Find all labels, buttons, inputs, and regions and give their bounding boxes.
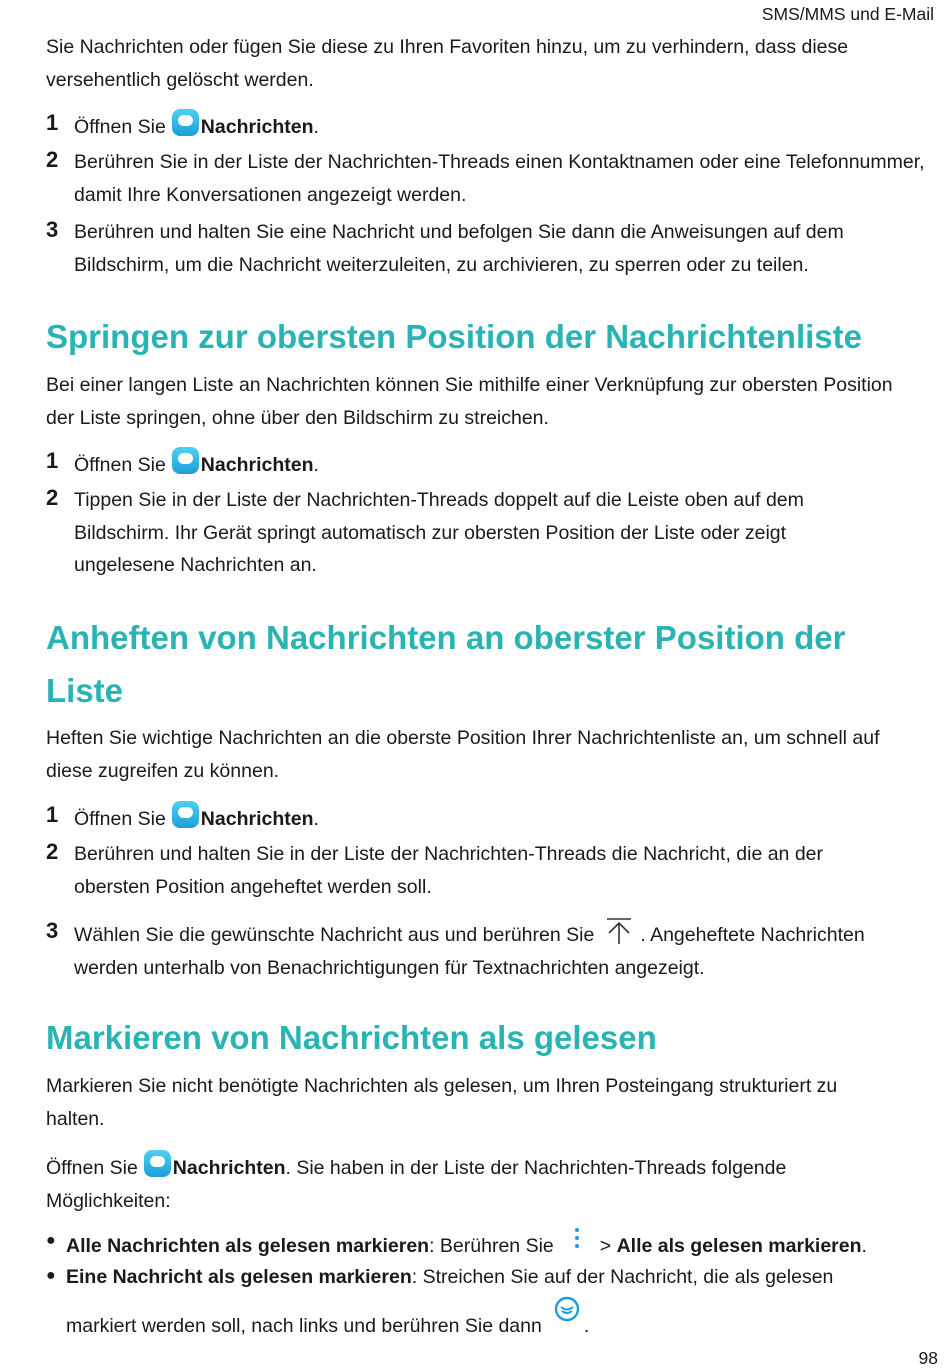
step-text-post: . [313,454,319,476]
step-text [74,917,929,984]
step-number: 2 [46,485,59,510]
step-number: 1 [46,802,59,827]
step-text [74,447,934,482]
messages-app-icon [172,447,199,474]
bullet-mid: : Berühren Sie [429,1235,554,1257]
step-number: 1 [46,110,59,135]
more-vertical-icon [572,1226,582,1250]
section-heading: Springen zur obersten Position der Nachrichtenliste [46,318,862,355]
page-number: 98 [918,1348,938,1368]
bullet-icon: ● [46,1232,56,1249]
step-number: 2 [46,839,59,864]
step-text-pre: Wählen Sie die gewünschte Nachricht aus und berühren Sie [74,924,595,946]
step-text-pre: Öffnen Sie [74,808,166,830]
app-name: Nachrichten [200,454,314,476]
step-text [74,801,934,836]
step-text-post: . [313,808,319,830]
bullet-line1: : Streichen Sie auf der Nachricht, die als gelesen [411,1266,834,1288]
mark-read-icon [554,1296,580,1322]
step-number: 3 [46,918,59,943]
step-text: Tippen Sie in der Liste der Nachrichten-Threads doppelt auf die Leiste oben auf dem Bildschirm. Ihr Gerät springt automatisch zur obersten Position der Liste oder zeigt ungelesene Nachrichten an. [74,489,804,576]
section-body: Markieren Sie nicht benötigte Nachrichten als gelesen, um Ihren Posteingang strukturiert zu halten. [46,1075,838,1130]
open-paragraph [46,1150,846,1217]
messages-app-icon [172,109,199,136]
step-number: 2 [46,147,59,172]
step-text [74,109,934,144]
bullet-bold: Alle Nachrichten als gelesen markieren [66,1235,430,1257]
step-text: Berühren und halten Sie eine Nachricht und befolgen Sie dann die Anweisungen auf dem Bildschirm, um die Nachricht weiterzuleiten, zu archivieren, zu sperren oder zu teilen. [74,221,844,276]
intro-paragraph: Sie Nachrichten oder fügen Sie diese zu Ihren Favoriten hinzu, um zu verhindern, dass diese versehentlich gelöscht werden. [46,36,849,91]
app-name: Nachrichten [200,808,314,830]
bullet-item [66,1226,867,1262]
bullet-end: . [583,1315,590,1337]
bullet-item [66,1261,833,1293]
bullet-line2: markiert werden soll, nach links und berühren Sie dann [66,1315,542,1337]
running-header: SMS/MMS und E-Mail [761,4,934,24]
open-pre: Öffnen Sie [46,1157,138,1179]
messages-app-icon [144,1150,171,1177]
bullet-bold: Eine Nachricht als gelesen markieren [66,1266,412,1288]
section-heading: Markieren von Nachrichten als gelesen [46,1019,657,1056]
app-name: Nachrichten [200,116,314,138]
step-text-pre: Öffnen Sie [74,454,166,476]
open-post: . Sie haben in der Liste der Nachrichten-Threads folgende Möglichkeiten: [46,1157,787,1212]
step-text-post: . Angeheftete Nachrichten werden unterhalb von Benachrichtigungen für Textnachrichten angezeigt. [74,924,865,979]
section-body: Heften Sie wichtige Nachrichten an die oberste Position Ihrer Nachrichtenliste an, um schnell auf diese zugreifen zu können. [46,727,880,782]
step-text-pre: Öffnen Sie [74,116,166,138]
step-number: 3 [46,217,59,242]
pin-to-top-icon [604,917,634,945]
app-name: Nachrichten [172,1157,286,1179]
section-body: Bei einer langen Liste an Nachrichten können Sie mithilfe einer Verknüpfung zur obersten Position der Liste springen, ohne über den Bildschirm zu streichen. [46,374,893,429]
bullet-gt: > [599,1235,612,1257]
step-text-post: . [313,116,319,138]
messages-app-icon [172,801,199,828]
bullet-icon: ● [46,1267,56,1284]
step-text: Berühren Sie in der Liste der Nachrichten-Threads einen Kontaktnamen oder eine Telefonnummer, damit Ihre Konversationen angezeigt werden. [74,151,925,206]
bullet-bold2: Alle als gelesen markieren [616,1235,862,1257]
section-heading: Anheften von Nachrichten an oberster Position der Liste [46,619,846,709]
bullet-end: . [861,1235,867,1257]
bullet-item-continued [66,1296,589,1350]
step-number: 1 [46,448,59,473]
step-text: Berühren und halten Sie in der Liste der Nachrichten-Threads die Nachricht, die an der obersten Position angeheftet werden soll. [74,843,824,898]
